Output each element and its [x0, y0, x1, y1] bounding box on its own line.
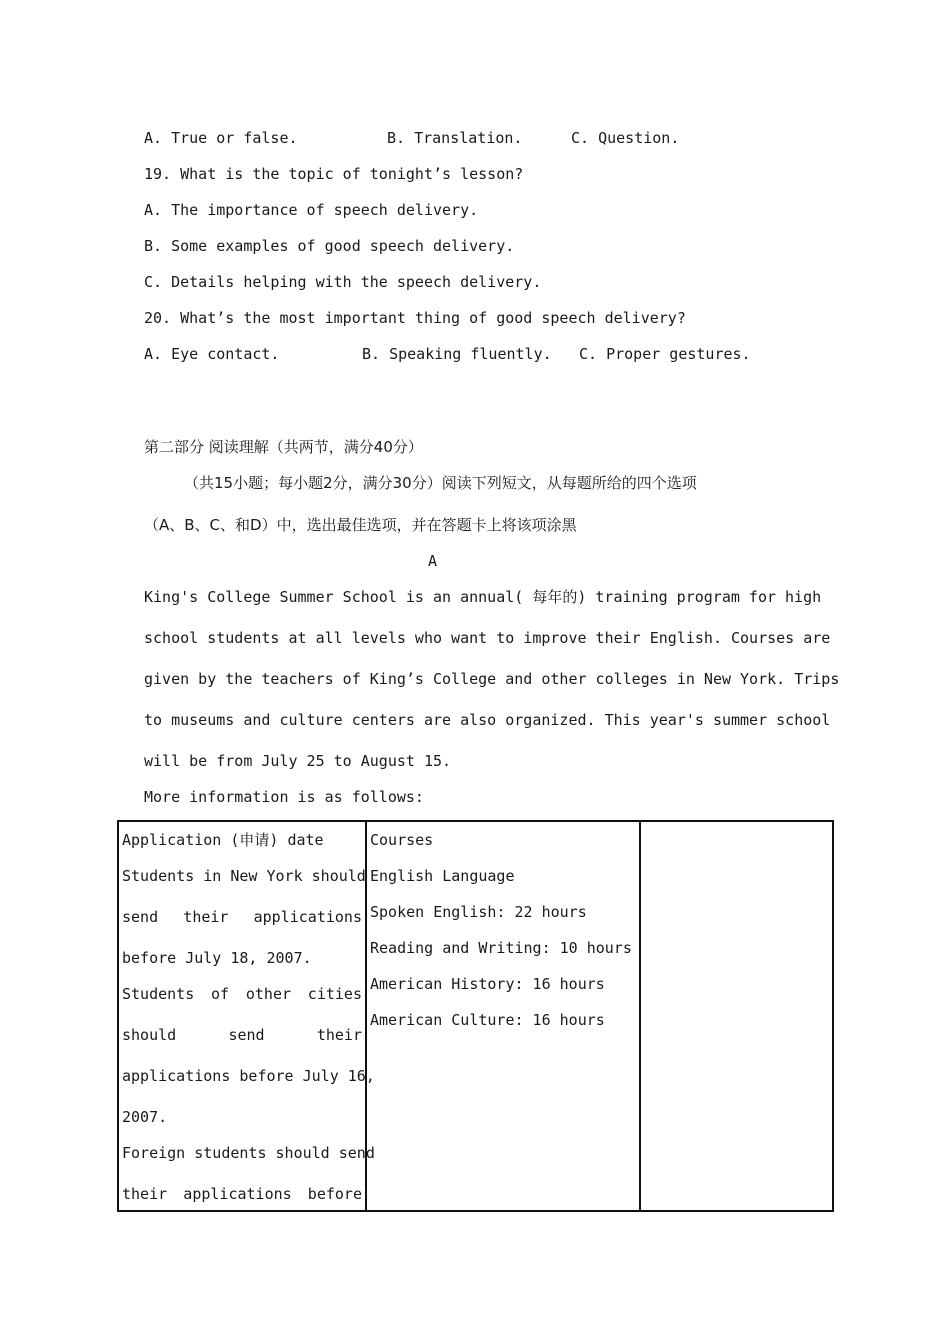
q18-option-c: C. Question. — [571, 129, 680, 147]
q19-option-a: A. The importance of speech delivery. — [144, 201, 479, 219]
info-table — [117, 820, 834, 1212]
course-line: Spoken English: 22 hours — [370, 903, 587, 921]
courses-header: Courses — [370, 831, 434, 849]
passage-line-3: given by the teachers of King’s College and other colleges in New York. Trips — [144, 670, 840, 688]
passage-line-4: to museums and culture centers are also organized. This year's summer school — [144, 711, 831, 729]
passage-line-2: school students at all levels who want to improve their English. Courses are — [144, 629, 831, 647]
passage-label: A — [428, 552, 438, 570]
q19-option-c: C. Details helping with the speech delivery. — [144, 273, 542, 291]
application-line: 2007. — [122, 1108, 168, 1126]
q20-option-b: B. Speaking fluently. — [362, 345, 552, 363]
q20-option-a: A. Eye contact. — [144, 345, 280, 363]
application-line: applications before July 16, — [122, 1067, 375, 1085]
application-line: Students of other cities — [122, 985, 362, 1003]
application-line: should send their — [122, 1026, 362, 1044]
course-line: Reading and Writing: 10 hours — [370, 939, 632, 957]
course-line: American History: 16 hours — [370, 975, 605, 993]
application-line: Foreign students should send — [122, 1144, 375, 1162]
application-line: before July 18, 2007. — [122, 949, 312, 967]
q20-option-c: C. Proper gestures. — [579, 345, 751, 363]
empty-cell — [640, 821, 833, 1211]
part2-instruction-line1: （共15小题；每小题2分，满分30分）阅读下列短文，从每题所给的四个选项 — [184, 474, 697, 492]
q18-option-b: B. Translation. — [387, 129, 523, 147]
application-line: send their applications — [122, 908, 362, 926]
application-line: Students in New York should — [122, 867, 366, 885]
application-line: their applications before — [122, 1185, 362, 1203]
q20-stem: 20. What’s the most important thing of good speech delivery? — [144, 309, 686, 327]
part2-heading: 第二部分 阅读理解（共两节，满分40分） — [144, 438, 423, 456]
courses-cell — [366, 821, 640, 1211]
q18-option-a: A. True or false. — [144, 129, 298, 147]
course-line: English Language — [370, 867, 515, 885]
course-line: American Culture: 16 hours — [370, 1011, 605, 1029]
q19-option-b: B. Some examples of good speech delivery. — [144, 237, 515, 255]
more-info-line: More information is as follows: — [144, 788, 424, 806]
passage-line-1: King's College Summer School is an annual( 每年的) training program for high — [144, 588, 822, 606]
passage-line-5: will be from July 25 to August 15. — [144, 752, 452, 770]
part2-instruction-line2: （A、B、C、和D）中，选出最佳选项，并在答题卡上将该项涂黑 — [144, 516, 577, 534]
application-date-header: Application (申请) date — [122, 831, 324, 849]
application-date-cell — [118, 821, 375, 1211]
q19-stem: 19. What is the topic of tonight’s lesson? — [144, 165, 524, 183]
